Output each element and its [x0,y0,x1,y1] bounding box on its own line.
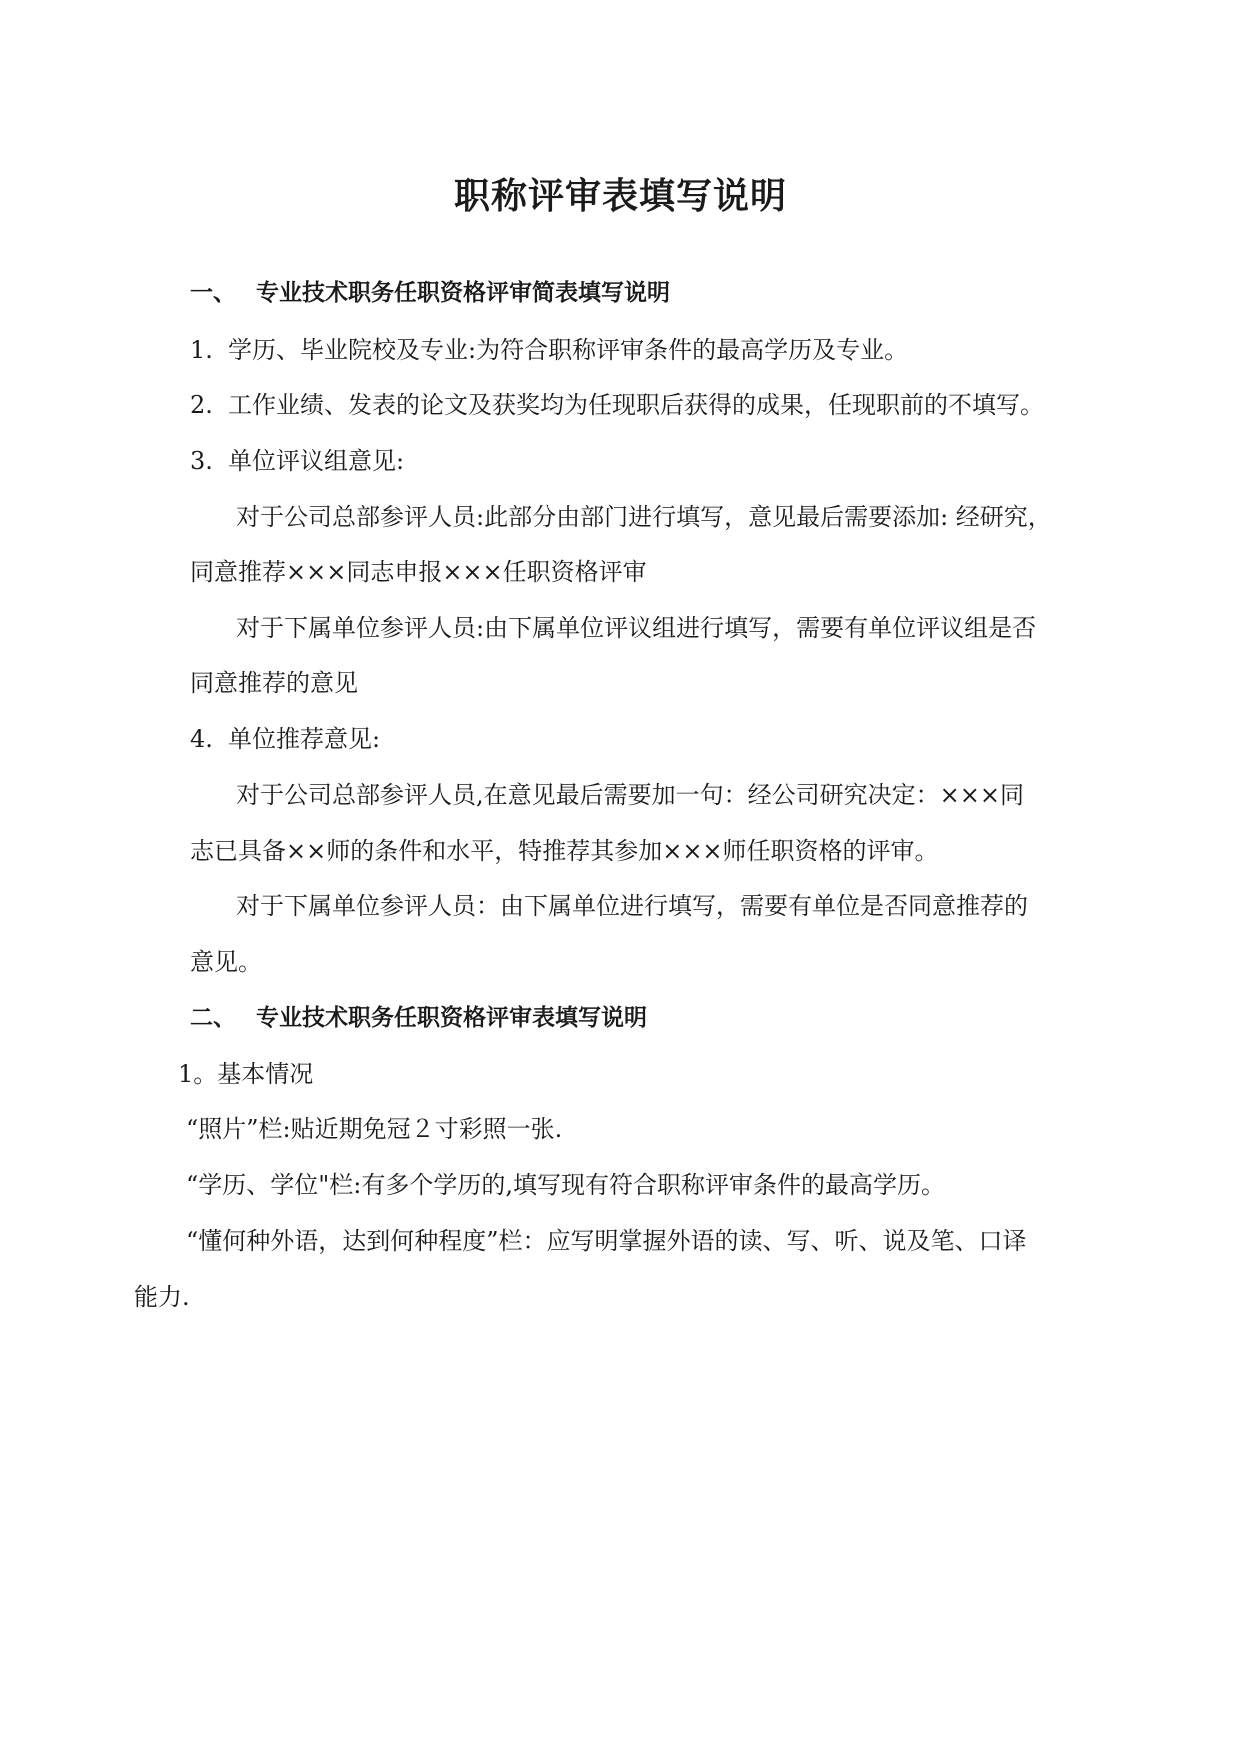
hq-recommend-line-1: 对于公司总部参评人员,在意见最后需要加一句：经公司研究决定：×××同 [236,781,1024,809]
sub-recommend-line-2: 意见。 [190,948,262,976]
page-title: 职称评审表填写说明 [453,176,787,217]
section2-heading-text: 专业技术职务任职资格评审表填写说明 [256,1005,647,1031]
section1-item-1 [190,335,908,365]
item-number: 4. [190,725,213,753]
section1-heading [190,278,670,308]
photo-field-note: “照片”栏:贴近期免冠２寸彩照一张. [186,1115,563,1143]
item-text: 工作业绩、发表的论文及获奖均为任现职后获得的成果，任现职前的不填写。 [228,391,1044,419]
item-text: 单位评议组意见: [228,447,405,475]
language-field-note-line-1: “懂何种外语，达到何种程度”栏：应写明掌握外语的读、写、听、说及笔、口译 [186,1227,1027,1255]
section1-item-3 [190,446,404,476]
section2-heading [190,1003,647,1033]
item-number: 2. [190,391,213,419]
sub-opinion-line-2: 同意推荐的意见 [190,669,358,697]
section1-heading-text: 专业技术职务任职资格评审简表填写说明 [256,280,670,306]
section1-number: 一、 [190,280,236,306]
item-text: 学历、毕业院校及专业:为符合职称评审条件的最高学历及专业。 [228,336,909,364]
language-field-note-line-2: 能力. [134,1283,190,1311]
section1-item-2 [190,390,1044,420]
section2-sub-1: 1。基本情况 [178,1060,314,1088]
hq-opinion-line-2: 同意推荐×××同志申报×××任职资格评审 [190,558,647,586]
sub-opinion-line-1: 对于下属单位参评人员:由下属单位评议组进行填写，需要有单位评议组是否 [236,614,1037,642]
item-number: 3. [190,447,213,475]
hq-opinion-line-1: 对于公司总部参评人员:此部分由部门进行填写，意见最后需要添加: 经研究， [236,503,1052,531]
section1-item-4 [190,724,380,754]
item-text: 单位推荐意见: [228,725,381,753]
section2-number: 二、 [190,1005,236,1031]
hq-recommend-line-2: 志已具备××师的条件和水平，特推荐其参加×××师任职资格的评审。 [190,837,939,865]
sub-recommend-line-1: 对于下属单位参评人员：由下属单位进行填写，需要有单位是否同意推荐的 [236,892,1028,920]
item-number: 1. [190,336,213,364]
degree-field-note: “学历、学位"栏:有多个学历的,填写现有符合职称评审条件的最高学历。 [186,1171,946,1199]
